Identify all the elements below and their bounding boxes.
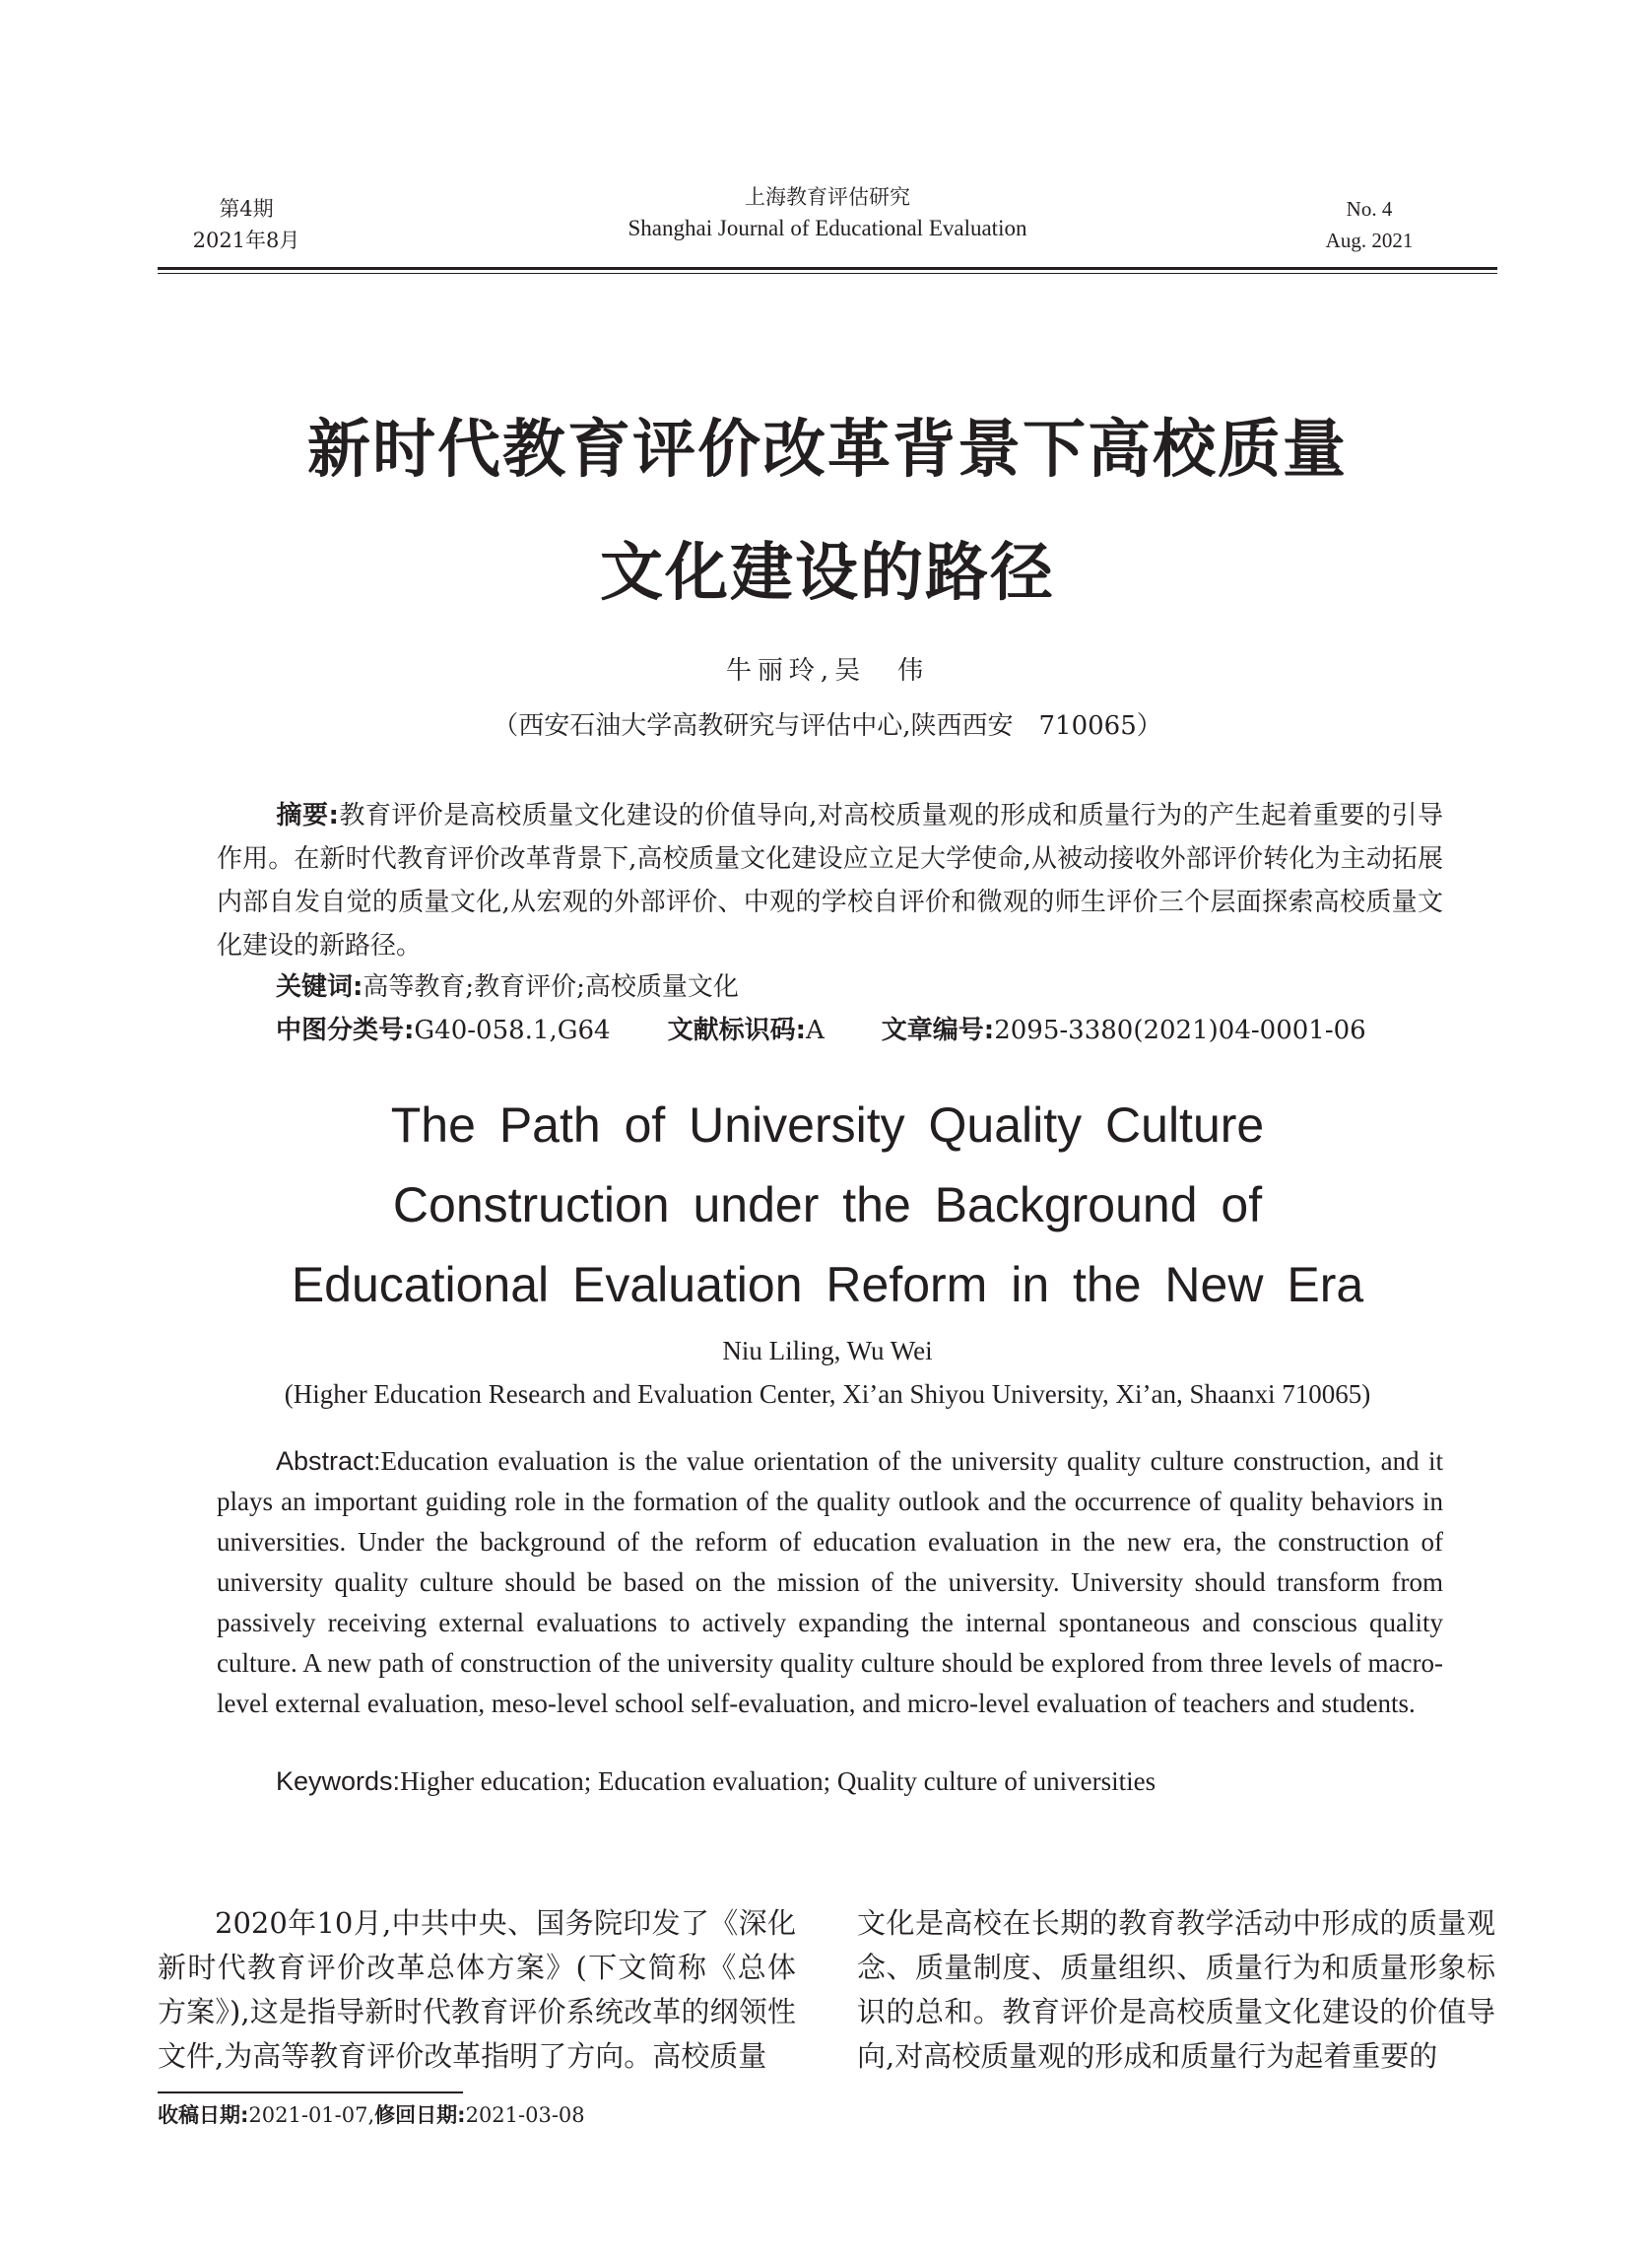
article-no-label: 文章编号: bbox=[881, 1016, 995, 1045]
classification-line bbox=[276, 1009, 1458, 1052]
issue-number-cn: 第4期 bbox=[219, 197, 274, 221]
header-issue-en bbox=[1281, 193, 1458, 256]
doc-code-label: 文献标识码: bbox=[667, 1016, 807, 1045]
authors-cn: 牛丽玲,吴 伟 bbox=[725, 656, 930, 686]
doc-code-value: A bbox=[806, 1016, 825, 1045]
abstract-cn-text: 教育评价是高校质量文化建设的价值导向,对高校质量观的形成和质量行为的产生起着重要的引导作用。在新时代教育评价改革背景下,高校质量文化建设应立足大学使命,从被动接收外部评价转化为主动拓展内部自发自觉的质量文化,从宏观的外部评价、中观的学校自评价和微观的师生评价三个层面探索高校质量文化建设的新路径。 bbox=[217, 801, 1443, 961]
body-left-column: 2020年10月,中共中央、国务院印发了《深化新时代教育评价改革总体方案》(下文简称《总体方案》),这是指导新时代教育评价系统改革的纲领性文件,为高等教育评价改革指明了方向。高校质量 bbox=[158, 1906, 796, 2073]
issue-number-en: No. 4 bbox=[1346, 197, 1393, 221]
issue-date-en: Aug. 2021 bbox=[1325, 229, 1414, 252]
keywords-cn bbox=[276, 965, 739, 1009]
received-value: 2021-01-07, bbox=[248, 2103, 375, 2127]
title-en-line2: Construction under the Background of bbox=[392, 1177, 1263, 1232]
clc-label: 中图分类号: bbox=[276, 1016, 415, 1045]
abstract-en bbox=[217, 1441, 1443, 1724]
header-rule-thick bbox=[158, 267, 1497, 270]
header-journal bbox=[433, 181, 1222, 244]
keywords-cn-label: 关键词: bbox=[276, 972, 363, 1002]
header-issue-cn bbox=[163, 193, 330, 256]
title-en-line3: Educational Evaluation Reform in the New Era bbox=[291, 1257, 1364, 1312]
title-cn-line1: 新时代教育评价改革背景下高校质量 bbox=[307, 414, 1348, 487]
title-en-line1: The Path of University Quality Culture bbox=[390, 1097, 1265, 1153]
clc-value: G40-058.1,G64 bbox=[414, 1016, 611, 1045]
revised-value: 2021-03-08 bbox=[465, 2103, 585, 2127]
affiliation-cn: （西安石油大学高教研究与评估中心,陕西西安 710065） bbox=[493, 711, 1162, 741]
keywords-en-label: Keywords: bbox=[276, 1766, 401, 1796]
abstract-en-text: Education evaluation is the value orientation of the university quality culture construction, and it plays an important guiding role in the formation of the quality outlook and the occurrence of quality behaviors in universities. Under the background of the reform of education evaluation in the new era, the construction of university quality culture should be based on the mission of the university. University should transform from passively receiving external evaluations to actively expanding the internal spontaneous and conscious quality culture. A new path of construction of the university quality culture should be explored from three levels of macro-level external evaluation, meso-level school self-evaluation, and micro-level evaluation of teachers and students. bbox=[217, 1446, 1443, 1718]
title-cn-line2: 文化建设的路径 bbox=[600, 537, 1055, 610]
header-rule-thin bbox=[158, 273, 1497, 274]
revised-label: 修回日期: bbox=[374, 2103, 466, 2127]
abstract-cn-label: 摘要: bbox=[276, 801, 339, 830]
keywords-cn-text: 高等教育;教育评价;高校质量文化 bbox=[363, 972, 739, 1002]
keywords-en bbox=[276, 1761, 1156, 1802]
article-no-value: 2095-3380(2021)04-0001-06 bbox=[994, 1016, 1366, 1045]
issue-date-cn: 2021年8月 bbox=[192, 229, 300, 252]
received-label: 收稿日期: bbox=[158, 2103, 249, 2127]
abstract-cn bbox=[217, 794, 1443, 967]
journal-name-en: Shanghai Journal of Educational Evaluation bbox=[628, 216, 1027, 240]
authors-en: Niu Liling, Wu Wei bbox=[722, 1336, 933, 1365]
journal-name-cn: 上海教育评估研究 bbox=[745, 185, 910, 209]
footnote-rule bbox=[158, 2091, 463, 2093]
keywords-en-text: Higher education; Education evaluation; Quality culture of universities bbox=[400, 1766, 1156, 1796]
footnote-dates bbox=[158, 2100, 585, 2130]
abstract-en-label: Abstract: bbox=[276, 1446, 381, 1476]
affiliation-en: (Higher Education Research and Evaluation Center, Xi’an Shiyou University, Xi’an, Shaanxi 710065) bbox=[284, 1379, 1371, 1409]
body-right-column: 文化是高校在长期的教育教学活动中形成的质量观念、质量制度、质量组织、质量行为和质量形象标识的总和。教育评价是高校质量文化建设的价值导向,对高校质量观的形成和质量行为起着重要的 bbox=[857, 1906, 1495, 2073]
